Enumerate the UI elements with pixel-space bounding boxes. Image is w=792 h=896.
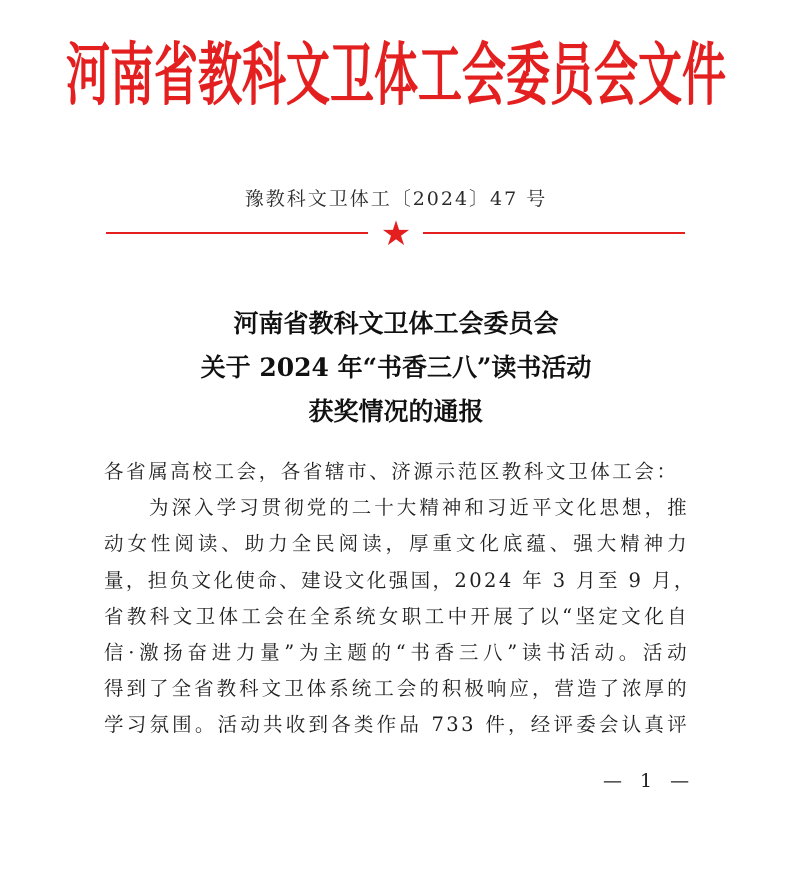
divider-line-right xyxy=(423,232,685,234)
body-paragraph xyxy=(104,490,696,743)
paragraph-line: 学习氛围。活动共收到各类作品 733 件，经评委会认真评 xyxy=(104,713,689,737)
body-text xyxy=(104,454,696,744)
notice-title-line-1: 河南省教科文卫体工会委员会 xyxy=(233,309,559,338)
paragraph-line: 信·激扬奋进力量”为主题的“书香三八”读书活动。活动 xyxy=(104,641,689,665)
paragraph-line: 为深入学习贯彻党的二十大精神和习近平文化思想，推 xyxy=(104,496,689,520)
paragraph-line: 省教科文卫体工会在全系统女职工中开展了以“坚定文化自 xyxy=(104,604,689,628)
document-header-title: 河南省教科文卫体工会委员会文件 xyxy=(66,36,726,116)
divider-line-left xyxy=(106,232,368,234)
paragraph-line: 得到了全省教科文卫体系统工会的积极响应，营造了浓厚的 xyxy=(104,677,689,701)
red-star-icon: ★ xyxy=(380,214,412,254)
salutation: 各省属高校工会，各省辖市、济源示范区教科文卫体工会： xyxy=(104,460,679,483)
paragraph-line: 量，担负文化使命、建设文化强国，2024 年 3 月至 9 月， xyxy=(104,568,696,592)
document-number: 豫教科文卫体工〔2024〕47 号 xyxy=(244,188,548,210)
notice-title xyxy=(0,302,792,434)
notice-title-line-2: 关于 2024 年“书香三八”读书活动 xyxy=(200,353,592,382)
red-divider xyxy=(0,214,792,254)
notice-title-line-3: 获奖情况的通报 xyxy=(308,397,484,426)
page-number: — 1 — xyxy=(603,770,696,792)
paragraph-line: 动女性阅读、助力全民阅读，厚重文化底蕴、强大精神力 xyxy=(104,532,689,556)
